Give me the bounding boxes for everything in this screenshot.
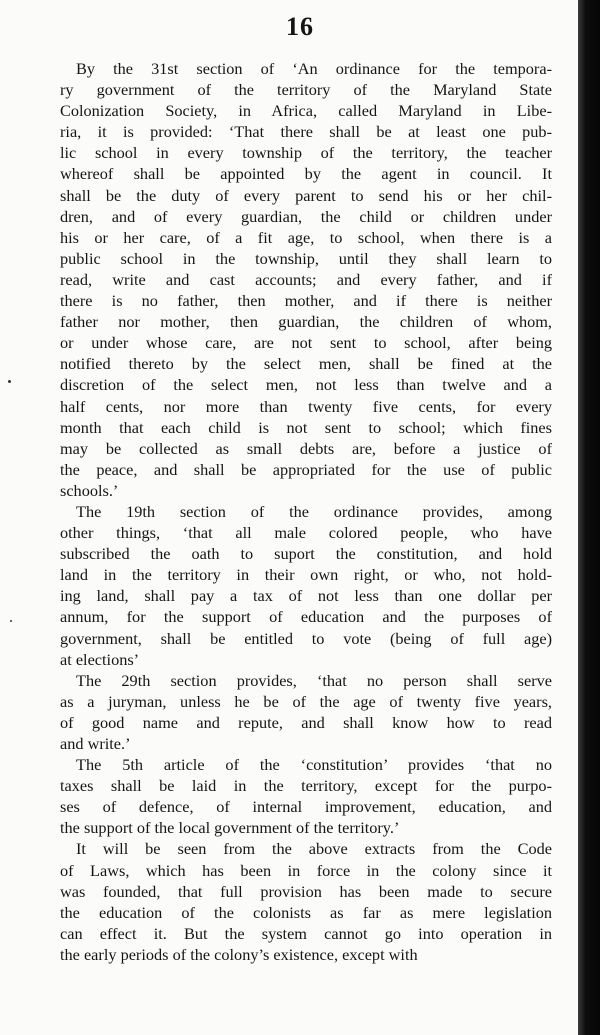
body-text [60,58,552,965]
text-line: ing land, shall pay a tax of not less than one dollar per [60,586,552,606]
text-line: The 19th section of the ordinance provides, among [76,501,552,521]
text-line: shall be the duty of every parent to send his or her chil- [60,185,552,205]
text-line: ry government of the territory of the Maryland State [60,80,552,100]
text-line: schools.’ [60,480,119,500]
text-line: the support of the local government of the territory.’ [60,818,400,838]
paragraph-19th-section [60,501,552,670]
page-number: 16 [286,12,314,41]
text-line: half cents, nor more than twenty five cents, for every [60,396,552,416]
text-line: taxes shall be laid in the territory, except for the purpo- [60,776,552,796]
text-line: at elections’ [60,649,140,669]
paragraph-ordinance-31st-section [60,58,552,501]
text-line: dren, and of every guardian, the child or children under [60,206,552,226]
text-line: of Laws, which has been in force in the colony since it [60,860,552,880]
text-line: The 29th section provides, ‘that no person shall serve [76,670,552,690]
text-line: It will be seen from the above extracts from the Code [76,839,552,859]
text-line: lic school in every township of the territory, the teacher [60,143,552,163]
text-line: may be collected as small debts are, before a justice of [60,438,552,458]
text-line: ria, it is provided: ‘That there shall be at least one pub- [60,122,552,142]
ink-speck [8,380,11,383]
paragraph-29th-section [60,670,552,754]
text-line: can effect it. But the system cannot go into operation in [60,923,552,943]
ink-speck [10,620,12,622]
text-line: other things, ‘that all male colored people, who have [60,523,552,543]
text-line: annum, for the support of education and the purposes of [60,607,552,627]
text-line: The 5th article of the ‘constitution’ provides ‘that no [76,755,552,775]
text-line: and write.’ [60,734,131,753]
text-line: of good name and repute, and shall know how to read [60,712,552,732]
paragraph-5th-article [60,754,552,838]
text-line: whereof shall be appointed by the agent in council. It [60,164,552,184]
paragraph-code-of-laws [60,838,552,965]
text-line: his or her care, of a fit age, to school, when there is a [60,227,552,247]
text-line: public school in the township, until they shall learn to [60,248,552,268]
text-line: there is no father, then mother, and if there is neither [60,291,552,311]
text-line: father nor mother, then guardian, the children of whom, [60,312,552,332]
text-line: By the 31st section of ‘An ordinance for the tempora- [76,59,552,78]
text-line: the peace, and shall be appropriated for the use of public [60,459,552,479]
text-line: discretion of the select men, not less than twelve and a [60,375,552,395]
text-line: was founded, that full provision has been made to secure [60,881,552,901]
text-line: the early periods of the colony’s existence, except with [60,944,418,964]
text-line: government, shall be entitled to vote (being of full age) [60,628,552,648]
text-line: Colonization Society, in Africa, called Maryland in Libe- [60,101,552,121]
text-line: the education of the colonists as far as mere legislation [60,902,552,922]
text-line: ses of defence, of internal improvement, education, and [60,797,552,817]
text-line: month that each child is not sent to school; which fines [60,417,552,437]
text-line: subscribed the oath to suport the constitution, and hold [60,544,552,564]
text-line: notified thereto by the select men, shall be fined at the [60,354,552,374]
text-line: or under whose care, are not sent to school, after being [60,333,552,353]
text-line: land in the territory in their own right, or who, not hold- [60,565,552,585]
text-line: read, write and cast accounts; and every father, and if [60,269,552,289]
binding-edge [578,0,600,1035]
text-line: as a juryman, unless he be of the age of twenty five years, [60,691,552,711]
